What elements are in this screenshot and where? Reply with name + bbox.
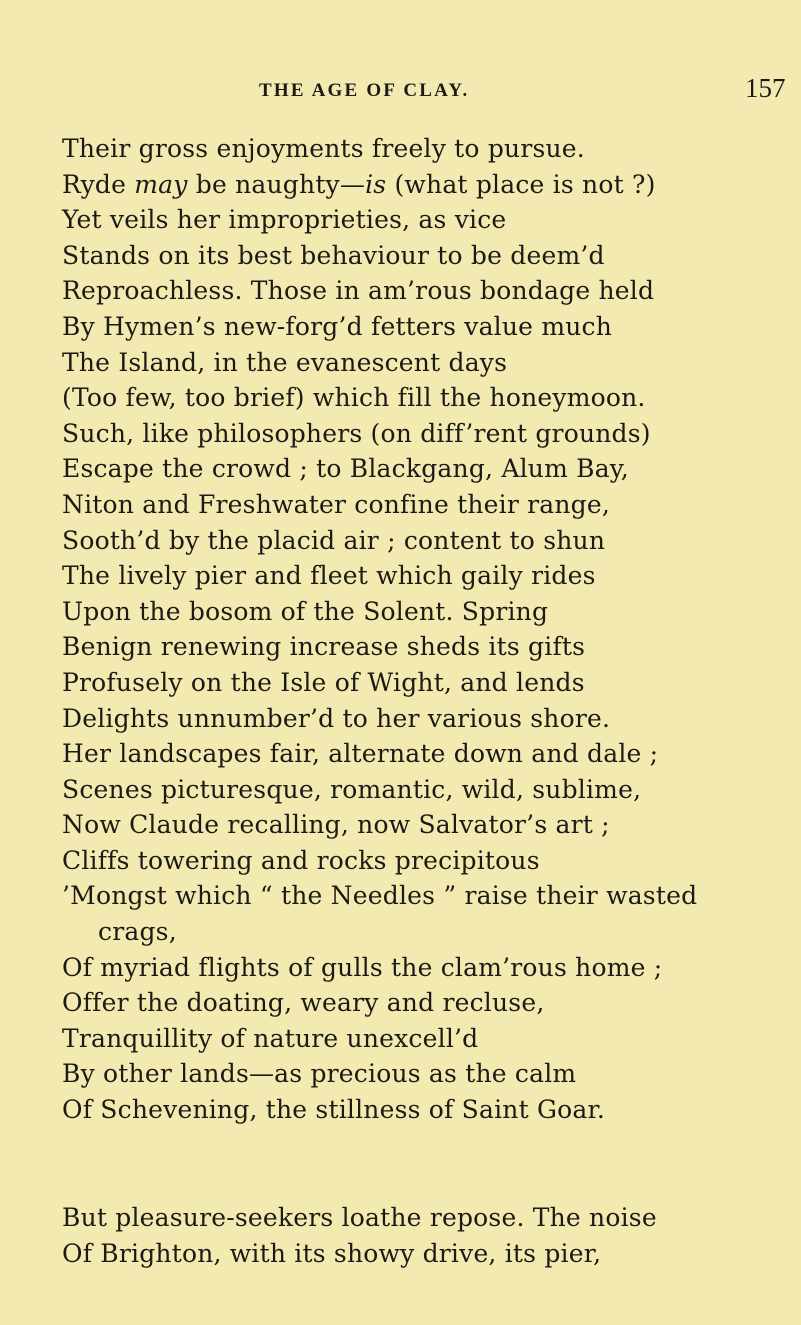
verse-line: Niton and Freshwater confine their range, [62, 489, 611, 519]
verse-line: Profusely on the Isle of Wight, and lends [62, 667, 585, 697]
verse-line: Sooth’d by the placid air ; content to shun [62, 525, 606, 555]
verse-line: Scenes picturesque, romantic, wild, sublime, [62, 774, 642, 804]
verse-line: The Island, in the evanescent days [62, 347, 508, 377]
verse-line: The lively pier and fleet which gaily rides [62, 561, 596, 591]
italic-word: is [365, 169, 387, 199]
verse-text: (what place is not ?) [386, 169, 656, 199]
verse-line: Reproachless. Those in am’rous bondage held [62, 276, 655, 306]
verse-line: By Hymen’s new-forg’d fetters value much [62, 311, 613, 341]
verse-line: Yet veils her improprieties, as vice [62, 205, 507, 235]
verse-line: But pleasure-seekers loathe repose. The noise [62, 1203, 657, 1232]
verse-line: Their gross enjoyments freely to pursue. [62, 134, 585, 163]
verse-line: (Too few, too brief) which fill the honeymoon. [62, 383, 646, 413]
verse-line: Now Claude recalling, now Salvator’s art ; [62, 810, 610, 840]
verse-line: Escape the crowd ; to Blackgang, Alum Bay, [62, 454, 629, 484]
verse-line-italic [62, 167, 697, 203]
verse-line: Of myriad flights of gulls the clam’rous home ; [62, 952, 663, 982]
verse-line: Stands on its best behaviour to be deem’d [62, 240, 605, 270]
italic-word: may [134, 169, 188, 199]
verse-line-turnover: crags, [98, 917, 177, 947]
stanza-2 [62, 1200, 657, 1271]
verse-line: Of Schevening, the stillness of Saint Goar. [62, 1095, 606, 1125]
verse-line: Cliffs towering and rocks precipitous [62, 845, 540, 875]
verse-text: be naughty— [187, 169, 366, 199]
running-title: THE AGE OF CLAY. [259, 80, 470, 101]
verse-text: Ryde [62, 169, 135, 199]
stanza-1 [62, 131, 697, 1128]
verse-line: Benign renewing increase sheds its gifts [62, 632, 586, 662]
verse-line: Offer the doating, weary and recluse, [62, 988, 545, 1018]
verse-line: Delights unnumber’d to her various shore. [62, 703, 611, 733]
page-number: 157 [745, 73, 786, 103]
verse-line: Of Brighton, with its showy drive, its pier, [62, 1238, 602, 1268]
verse-line: Such, like philosophers (on diff’rent grounds) [62, 418, 651, 448]
verse-line: ’Mongst which “ the Needles ” raise their wasted [62, 881, 698, 911]
verse-line: Tranquillity of nature unexcell’d [62, 1023, 479, 1053]
verse-line: Upon the bosom of the Solent. Spring [62, 596, 549, 626]
verse-line: Her landscapes fair, alternate down and dale ; [62, 739, 659, 769]
verse-line: By other lands—as precious as the calm [62, 1059, 577, 1089]
